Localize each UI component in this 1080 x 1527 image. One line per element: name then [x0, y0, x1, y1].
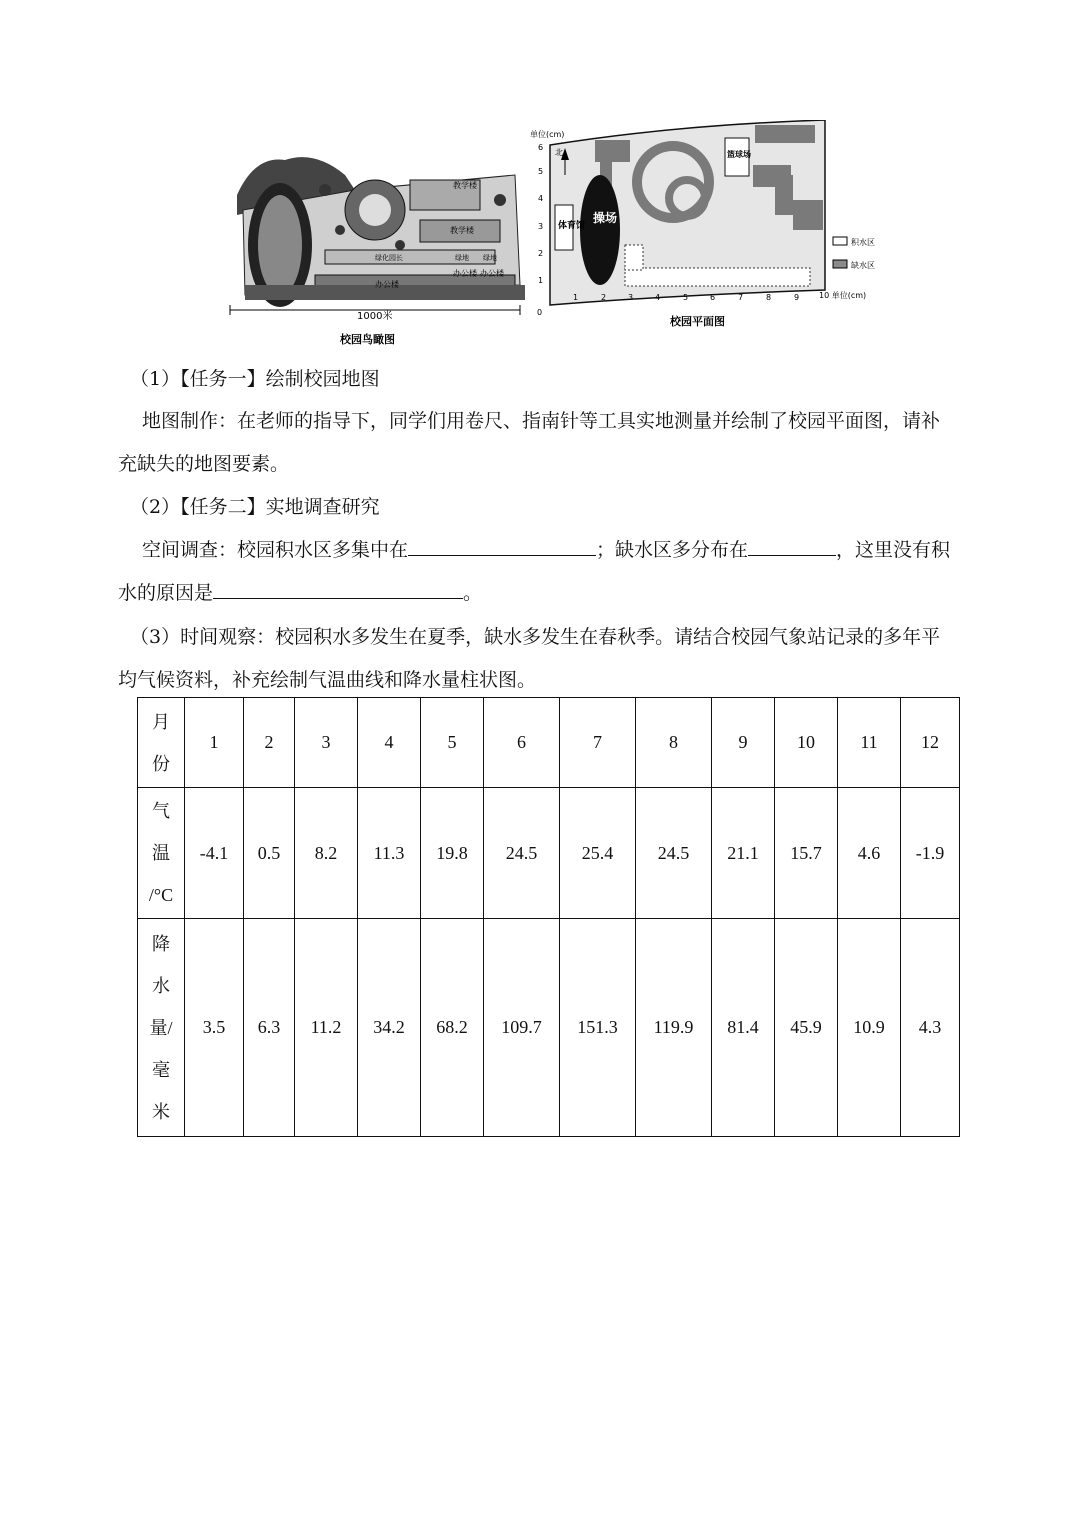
- legend-waterlogged: 积水区: [851, 238, 875, 247]
- temperature-cell: 19.8: [421, 788, 484, 919]
- month-cell: 8: [636, 698, 712, 788]
- precipitation-cell: 151.3: [560, 919, 636, 1137]
- y-tick: 5: [538, 167, 544, 176]
- task1-heading: （1）【任务一】绘制校园地图: [130, 368, 380, 390]
- basketball-label: 篮球场: [727, 150, 751, 159]
- temperature-row: [138, 788, 960, 919]
- plan-caption: 校园平面图: [670, 315, 725, 328]
- precipitation-cell: 119.9: [636, 919, 712, 1137]
- answer-blank-reason[interactable]: [213, 576, 463, 599]
- temperature-cell: 24.5: [636, 788, 712, 919]
- label-office-3: 办公楼: [375, 280, 399, 289]
- label-greenbelt-1: 绿化园长: [375, 254, 403, 262]
- temperature-cell: 4.6: [838, 788, 901, 919]
- month-cell: 9: [712, 698, 775, 788]
- y-tick: 4: [538, 194, 544, 203]
- y-tick: 6: [538, 143, 544, 152]
- playground-label: 操场: [593, 211, 618, 225]
- month-cell: 7: [560, 698, 636, 788]
- month-cell: 10: [775, 698, 838, 788]
- precipitation-row: [138, 919, 960, 1137]
- temperature-cell: 25.4: [560, 788, 636, 919]
- label-greenbelt-3: 绿地: [483, 254, 497, 262]
- row-header-temperature: 气 温 /°C: [138, 788, 185, 919]
- y-tick: 2: [538, 249, 544, 258]
- label-greenbelt-2: 绿地: [455, 254, 469, 262]
- precipitation-cell: 109.7: [484, 919, 560, 1137]
- temperature-cell: 24.5: [484, 788, 560, 919]
- precipitation-cell: 45.9: [775, 919, 838, 1137]
- plan-x-unit: 10 单位(cm): [819, 291, 867, 300]
- gym-label: 体育馆: [558, 221, 586, 231]
- label-teaching-building-1: 教学楼: [453, 181, 477, 190]
- task1-body: 地图制作：在老师的指导下，同学们用卷尺、指南针等工具实地测量并绘制了校园平面图，请补 充缺失的地图要素。: [118, 410, 941, 475]
- precipitation-cell: 68.2: [421, 919, 484, 1137]
- temperature-cell: 8.2: [295, 788, 358, 919]
- month-row: [138, 698, 960, 788]
- temperature-cell: 11.3: [358, 788, 421, 919]
- precipitation-cell: 10.9: [838, 919, 901, 1137]
- x-tick: 4: [655, 293, 661, 302]
- label-teaching-building-2: 教学楼: [450, 226, 474, 235]
- row-header-month: 月 份: [138, 698, 185, 788]
- task3-text: （3）时间观察：校园积水多发生在夏季，缺水多发生在春秋季。请结合校园气象站记录的多年平 均气候资料，补充绘制气温曲线和降水量柱状图。: [118, 626, 941, 691]
- task2-heading: （2）【任务二】实地调查研究: [130, 496, 380, 518]
- precipitation-cell: 81.4: [712, 919, 775, 1137]
- temperature-cell: -4.1: [185, 788, 244, 919]
- x-tick: 9: [794, 293, 800, 302]
- north-label: 北: [555, 148, 563, 157]
- precipitation-cell: 3.5: [185, 919, 244, 1137]
- aerial-view-illustration: [225, 135, 525, 350]
- scale-label: 1000米: [357, 311, 393, 322]
- aerial-caption: 校园鸟瞰图: [340, 333, 395, 346]
- x-tick: 2: [601, 293, 607, 302]
- month-cell: 11: [838, 698, 901, 788]
- month-cell: 6: [484, 698, 560, 788]
- x-tick: 8: [766, 293, 772, 302]
- month-cell: 12: [901, 698, 960, 788]
- precipitation-cell: 34.2: [358, 919, 421, 1137]
- plan-map-figure: [525, 120, 910, 335]
- y-tick: 1: [538, 276, 544, 285]
- month-cell: 4: [358, 698, 421, 788]
- temperature-cell: 15.7: [775, 788, 838, 919]
- month-cell: 1: [185, 698, 244, 788]
- x-tick: 3: [628, 293, 634, 302]
- y-tick: 3: [538, 222, 544, 231]
- precipitation-cell: 4.3: [901, 919, 960, 1137]
- temperature-cell: -1.9: [901, 788, 960, 919]
- x-tick: 5: [683, 293, 689, 302]
- plan-map: [525, 120, 910, 335]
- x-tick: 6: [710, 293, 716, 302]
- month-cell: 2: [244, 698, 295, 788]
- legend-shortage: 缺水区: [851, 261, 875, 270]
- x-tick: 0: [537, 308, 543, 317]
- aerial-view-figure: [225, 135, 525, 350]
- label-office-1: 办公楼: [453, 269, 477, 278]
- precipitation-cell: 6.3: [244, 919, 295, 1137]
- month-cell: 5: [421, 698, 484, 788]
- x-tick: 7: [738, 293, 744, 302]
- row-header-precipitation: 降 水 量/ 毫 米: [138, 919, 185, 1137]
- precipitation-cell: 11.2: [295, 919, 358, 1137]
- temperature-cell: 21.1: [712, 788, 775, 919]
- answer-blank-waterlogged-location[interactable]: [408, 533, 596, 556]
- temperature-cell: 0.5: [244, 788, 295, 919]
- task2-body: 空间调查：校园积水区多集中在 ；缺水区多分布在 ，这里没有积 水的原因是 。: [130, 529, 990, 615]
- answer-blank-shortage-location[interactable]: [748, 533, 836, 556]
- climate-table: [137, 697, 960, 1137]
- label-office-2: 办公楼: [480, 269, 504, 278]
- x-tick: 1: [573, 293, 579, 302]
- month-cell: 3: [295, 698, 358, 788]
- plan-y-unit: 单位(cm): [530, 130, 565, 139]
